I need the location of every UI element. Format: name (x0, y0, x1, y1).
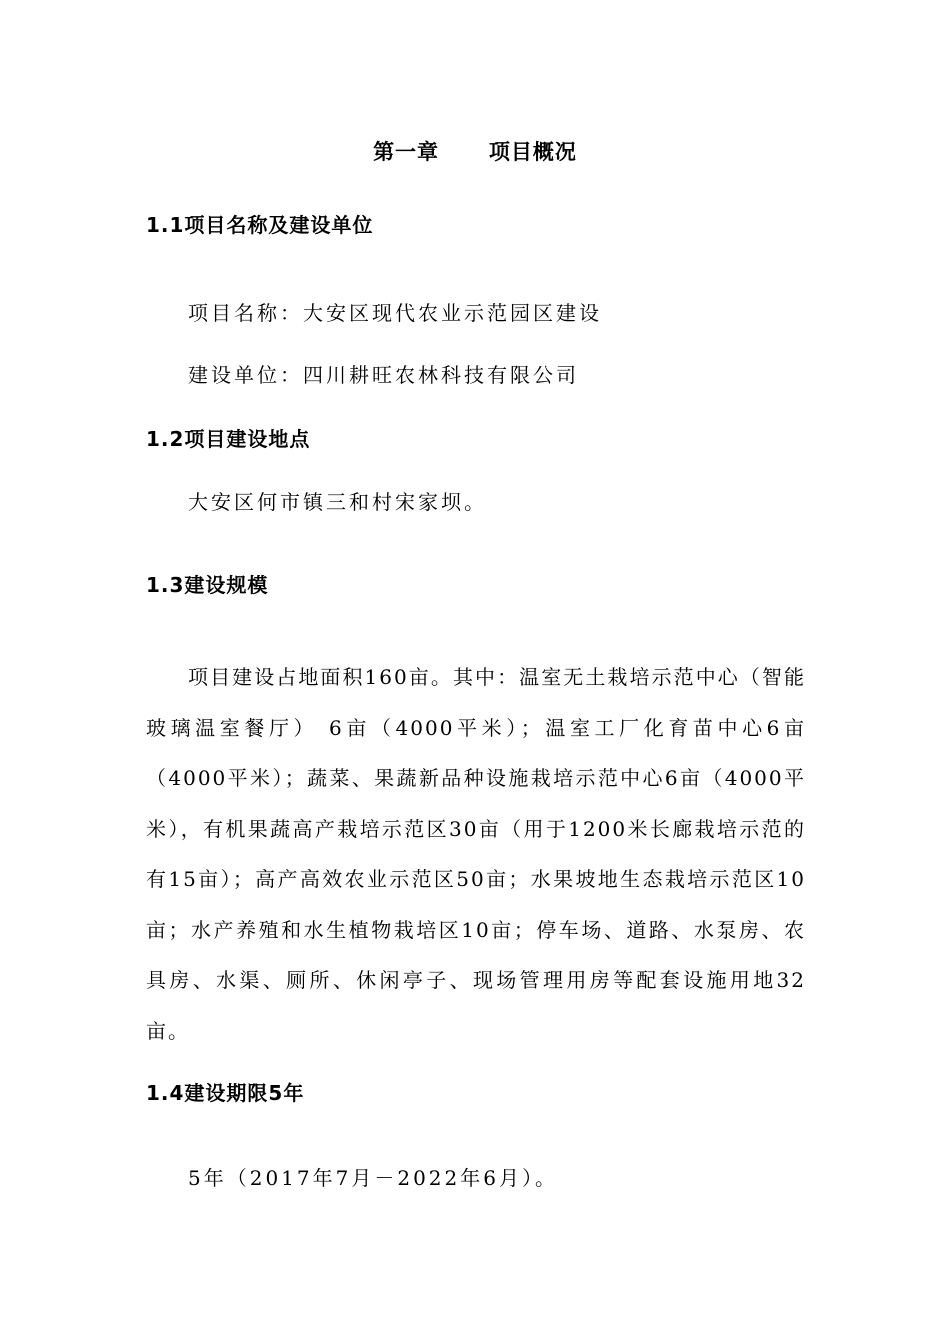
section-heading-1-4: 1.4建设期限5年 (146, 1081, 305, 1105)
construction-unit-line: 建设单位：四川耕旺农林科技有限公司 (188, 363, 579, 387)
section-heading-1-3: 1.3建设规模 (146, 573, 269, 597)
section-heading-1-2: 1.2项目建设地点 (146, 427, 311, 451)
construction-scale-paragraph: 项目建设占地面积160亩。其中：温室无土栽培示范中心（智能玻璃温室餐厅） 6亩（4000平米）；温室工厂化育苗中心6亩（4000平米）；蔬菜、果蔬新品种设施栽培示范中心6亩（4000平米），有机果蔬高产栽培示范区30亩（用于1200米长廊栽培示范的有15亩）；高产高效农业示范区50亩；水果坡地生态栽培示范区10亩；水产养殖和水生植物栽培区10亩；停车场、道路、水泵房、农具房、水渠、厕所、休闲亭子、现场管理用房等配套设施用地32亩。 (146, 665, 806, 1043)
construction-period-line: 5年（2017年7月－2022年6月）。 (188, 1166, 558, 1190)
project-name-line: 项目名称：大安区现代农业示范园区建设 (188, 301, 602, 325)
location-line: 大安区何市镇三和村宋家坝。 (188, 490, 487, 514)
chapter-title: 第一章 项目概况 (373, 140, 577, 164)
section-heading-1-1: 1.1项目名称及建设单位 (146, 213, 374, 237)
